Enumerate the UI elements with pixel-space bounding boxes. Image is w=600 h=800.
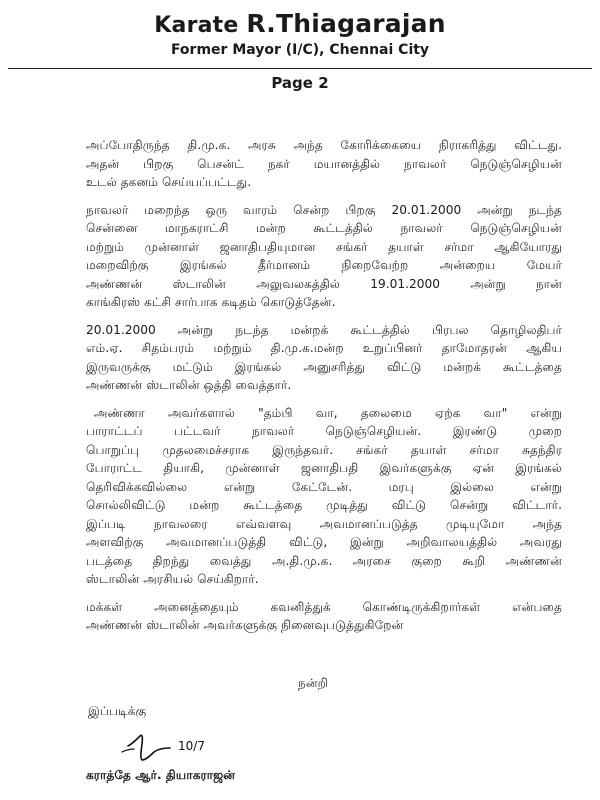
text-line: அண்ணா அவர்களால் "தம்பி வா, தலைமை ஏற்க வா" என்று (94, 405, 562, 420)
text-line: போராட்ட தியாகி, முன்னாள் ஜனாதிபதி இவர்களுக்கு ஏன் இரங்கல் (86, 461, 562, 475)
paragraph-1 (86, 136, 562, 192)
name-main: R.Thiagarajan (246, 9, 446, 38)
paragraph-3 (86, 321, 562, 395)
paragraph-4 (86, 404, 562, 589)
thanks-text: நன்றி (298, 676, 329, 690)
text-line: அளவிற்கு அவமானப்படுத்தி விட்டு, இன்று அறிவாலயத்தில் அவரது (86, 535, 562, 549)
text-line: அண்ணன் ஸ்டாலின் அலுவலகத்தில் 19.01.2000 அன்று நான் (86, 276, 562, 291)
text-line: அண்ணன் ஸ்டாலின் அவர்களுக்கு நினைவுபடுத்துகிறேன் (86, 618, 404, 632)
paragraph-5 (86, 598, 562, 635)
text-line: 20.01.2000 அன்று நடந்த மன்றக் கூட்டத்தில் பிரபல தொழிலதிபர் (86, 322, 562, 337)
text-line: இருவருக்கு மட்டும் இரங்கல் அனுசரித்து விட்டு மன்றக் கூட்டத்தை (86, 359, 562, 374)
text-line: பாராட்டப் பட்டவர் நாவலர் நெடுஞ்செழியன். இரண்டு முறை (86, 424, 562, 438)
page-number: Page 2 (271, 74, 329, 92)
text-line: பொறுப்பு முதலமைச்சராக இருந்தவர். சங்கர் தயாள் சர்மா சுதந்திர (86, 442, 562, 457)
name-prefix: Karate (154, 13, 239, 38)
letterhead (0, 10, 600, 60)
text-line: அதன் பிறகு பெசன்ட் நகர் மயானத்தில் நாவலர் நெடுஞ்செழியன் (86, 156, 562, 171)
letterhead-subtitle: Former Mayor (I/C), Chennai City (170, 42, 430, 58)
text-line: சொல்லிவிட்டு மன்ற கூட்டத்தை முடித்து விட்டு சென்று விட்டார். (86, 498, 562, 512)
signature-date: 10/7 (178, 739, 205, 753)
letter-body (86, 136, 562, 644)
text-line: மறைவிற்கு இரங்கல் தீர்மானம் நிறைவேற்ற அன்றைய மேயர் (86, 258, 562, 272)
text-line: ஸ்டாலின் அரசியல் செய்கிறார். (86, 572, 259, 586)
closing-text: இப்படிக்கு (88, 704, 147, 718)
text-line: மக்கள் அனைத்தையும் கவனித்துக் கொண்டிருக்கிறார்கள் என்பதை (86, 599, 562, 614)
header-divider (8, 68, 592, 69)
text-line: நாவலர் மறைந்த ஒரு வாரம் சென்ற பிறகு 20.01.2000 அன்று நடந்த (86, 202, 562, 217)
text-line: எம்.ஏ. சிதம்பரம் மற்றும் தி.மு.க.மன்ற உறுப்பினர் தாமோதரன் ஆகிய (86, 341, 562, 355)
text-line: சென்னை மாநகராட்சி மன்ற கூட்டத்தில் நாவலர் நெடுஞ்செழியன் (86, 221, 562, 235)
text-line: தெரிவிக்கவில்லை என்று கேட்டேன். மரபு இல்லை என்று (86, 479, 562, 494)
text-line: அண்ணன் ஸ்டாலின் ஒத்தி வைத்தார். (86, 378, 292, 392)
paragraph-2 (86, 201, 562, 312)
text-line: இப்படி நாவலரை எவ்வளவு அவமானப்படுத்த முடியுமோ அந்த (86, 516, 562, 531)
letterhead-name (0, 10, 600, 40)
signatory-name: கராத்தே ஆர். தியாகராஜன் (86, 768, 236, 782)
text-line: படத்தை திறந்து வைத்து அ.தி.மு.க. அரசை குறை கூறி அண்ணன் (86, 553, 562, 568)
text-line: அப்போதிருந்த தி.மு.க. அரசு அந்த கோரிக்கையை நிராகரித்து விட்டது. (86, 138, 562, 152)
handwritten-signature (118, 722, 228, 766)
text-line: உடல் தகனம் செய்யப்பட்டது. (86, 175, 252, 189)
text-line: காங்கிரஸ் கட்சி சார்பாக கடிதம் கொடுத்தேன். (86, 295, 336, 309)
text-line: மற்றும் முன்னாள் ஜனாதிபதியுமான சங்கர் தயாள் சர்மா ஆகியோரது (86, 239, 562, 254)
